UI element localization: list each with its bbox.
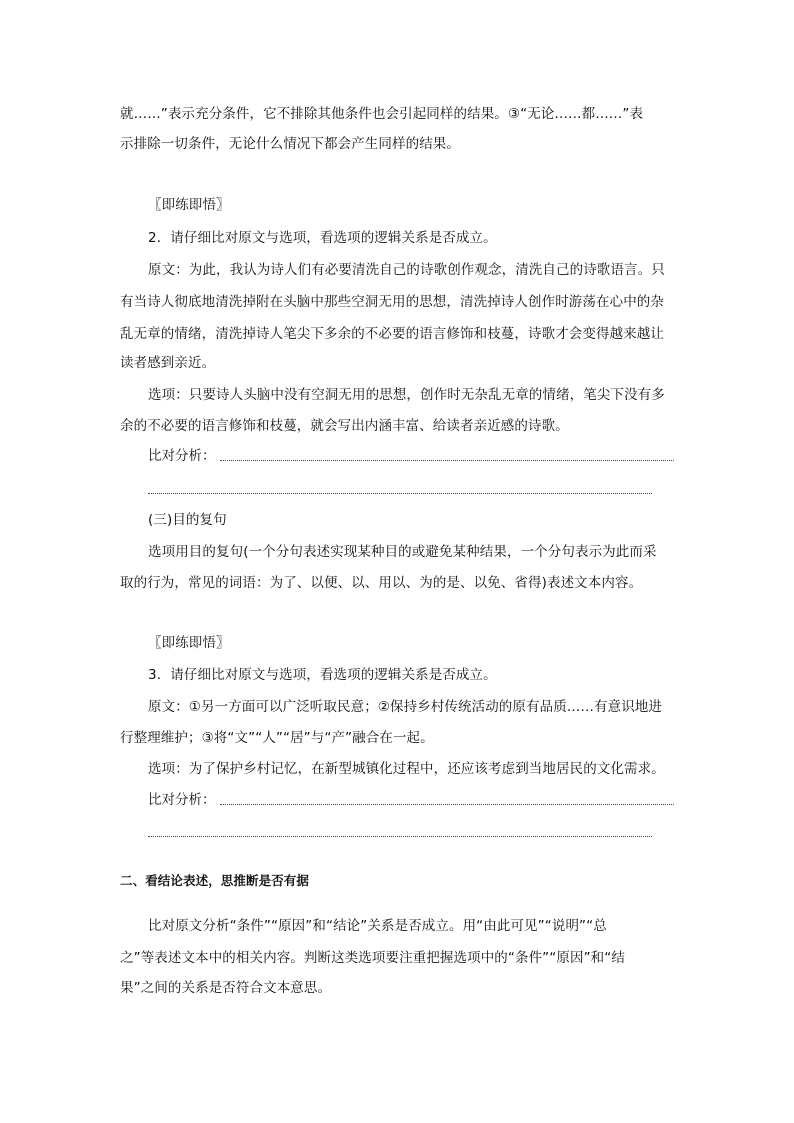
exercise-question: 3．请仔细比对原文与选项，看选项的逻辑关系是否成立。 bbox=[148, 667, 497, 683]
part-text-line: 果”之间的关系是否符合文本意思。 bbox=[120, 980, 332, 996]
section-title: (三)目的复句 bbox=[148, 512, 227, 528]
original-text-line: 读者感到亲近。 bbox=[120, 355, 216, 371]
analysis-label: 比对分析： bbox=[148, 792, 216, 808]
original-text-line: 原文：为此，我认为诗人们有必要清洗自己的诗歌创作观念，清洗自己的诗歌语言。只 bbox=[148, 262, 665, 278]
analysis-label: 比对分析： bbox=[148, 448, 216, 464]
original-text-line: 乱无章的情绪，清洗掉诗人笔尖下多余的不必要的语言修饰和枝蔓，诗歌才会变得越来越让 bbox=[120, 326, 664, 342]
original-text-line: 有当诗人彻底地清洗掉附在头脑中那些空洞无用的思想，清洗掉诗人创作时游荡在心中的杂 bbox=[120, 294, 664, 310]
answer-blank[interactable] bbox=[220, 460, 674, 461]
option-text-line: 选项：为了保护乡村记忆，在新型城镇化过程中，还应该考虑到当地居民的文化需求。 bbox=[148, 761, 665, 777]
part-text-line: 比对原文分析“条件”“原因”和“结论”关系是否成立。用“由此可见”“说明”“总 bbox=[148, 918, 607, 934]
exercise-question: 2．请仔细比对原文与选项，看选项的逻辑关系是否成立。 bbox=[148, 230, 497, 246]
option-text-line: 余的不必要的语言修饰和枝蔓，就会写出内涵丰富、给读者亲近感的诗歌。 bbox=[120, 418, 569, 434]
analysis-answer-line[interactable] bbox=[148, 447, 674, 465]
analysis-answer-line[interactable] bbox=[148, 791, 674, 809]
intro-line-1: 就……”表示充分条件，它不排除其他条件也会引起同样的结果。③“无论……都……”表 bbox=[120, 106, 644, 122]
intro-line-2: 示排除一切条件，无论什么情况下都会产生同样的结果。 bbox=[120, 136, 460, 152]
answer-blank[interactable] bbox=[220, 804, 674, 805]
answer-blank-continued[interactable] bbox=[148, 836, 652, 837]
exercise-tag: 〖即练即悟〗 bbox=[148, 635, 230, 651]
section-text-line: 选项用目的复句(一个分句表述实现某种目的或避免某种结果，一个分句表示为此而采 bbox=[148, 544, 657, 560]
part-heading: 二、看结论表述，思推断是否有据 bbox=[120, 873, 310, 888]
original-text-line: 行整理维护；③将“文”“人”“居”与“产”融合在一起。 bbox=[120, 730, 434, 746]
part-text-line: 之”等表述文本中的相关内容。判断这类选项要注重把握选项中的“条件”“原因”和“结 bbox=[120, 950, 625, 966]
exercise-tag: 〖即练即悟〗 bbox=[148, 197, 230, 213]
option-text-line: 选项：只要诗人头脑中没有空洞无用的思想，创作时无杂乱无章的情绪，笔尖下没有多 bbox=[148, 387, 665, 403]
answer-blank-continued[interactable] bbox=[148, 493, 652, 494]
section-text-line: 取的行为，常见的词语：为了、以便、以、用以、为的是、以免、省得)表述文本内容。 bbox=[120, 575, 643, 591]
original-text-line: 原文：①另一方面可以广泛听取民意；②保持乡村传统活动的原有品质……有意识地进 bbox=[148, 699, 663, 715]
